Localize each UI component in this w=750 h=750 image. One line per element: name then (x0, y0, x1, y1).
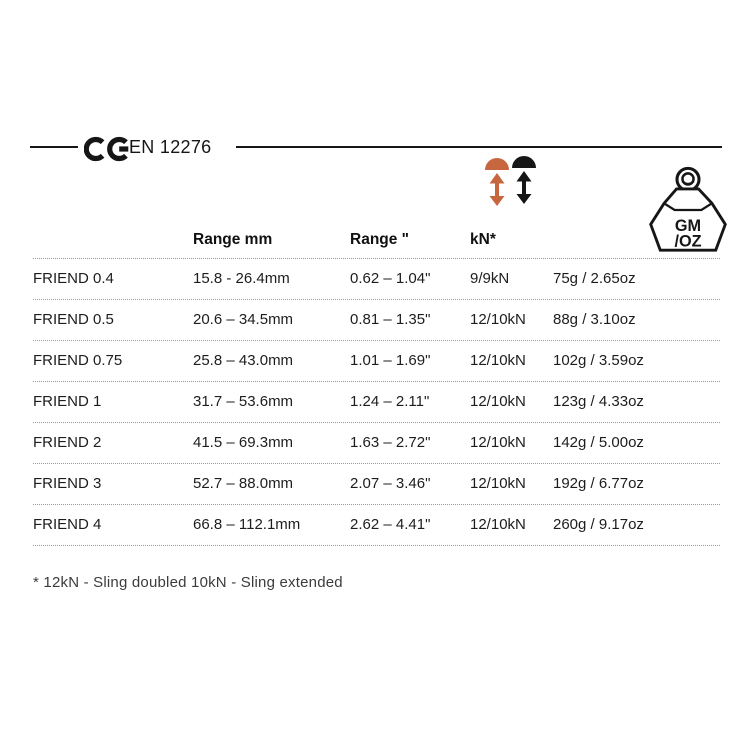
range-arrow-orange-icon (484, 156, 510, 206)
range-arrow-black-icon (511, 154, 537, 204)
standard-label: EN 12276 (129, 137, 212, 157)
cell-range-in: 1.01 – 1.69" (350, 352, 431, 369)
cell-product: FRIEND 2 (33, 434, 102, 451)
cell-weight: 123g / 4.33oz (553, 393, 644, 410)
spec-table (33, 258, 720, 546)
table-row (33, 505, 720, 546)
cell-kn: 12/10kN (470, 475, 526, 492)
header-range-in: Range " (350, 231, 410, 248)
cell-product: FRIEND 1 (33, 393, 102, 410)
header-weight (553, 231, 720, 249)
cell-range-mm: 20.6 – 34.5mm (193, 311, 294, 328)
header-range-mm: Range mm (193, 231, 273, 248)
sling-strength-footnote: * 12kN - Sling doubled 10kN - Sling extended (33, 574, 343, 591)
cell-weight: 192g / 6.77oz (553, 475, 644, 492)
ce-mark-icon (84, 136, 131, 162)
table-row (33, 259, 720, 300)
cell-kn: 9/9kN (470, 270, 510, 287)
table-row (33, 382, 720, 423)
cell-kn: 12/10kN (470, 434, 526, 451)
header-product (33, 231, 193, 249)
cell-range-mm: 31.7 – 53.6mm (193, 393, 294, 410)
cell-product: FRIEND 0.5 (33, 311, 114, 328)
cell-product: FRIEND 3 (33, 475, 102, 492)
cell-weight: 88g / 3.10oz (553, 311, 636, 328)
divider-left (30, 146, 78, 148)
table-header (33, 231, 720, 249)
cell-weight: 260g / 9.17oz (553, 516, 644, 533)
header-kn: kN* (470, 231, 496, 248)
cell-range-mm: 15.8 - 26.4mm (193, 270, 290, 287)
cell-weight: 75g / 2.65oz (553, 270, 636, 287)
cell-kn: 12/10kN (470, 516, 526, 533)
table-row (33, 341, 720, 382)
table-row (33, 464, 720, 505)
cell-range-mm: 25.8 – 43.0mm (193, 352, 294, 369)
cell-weight: 142g / 5.00oz (553, 434, 644, 451)
cell-range-in: 0.62 – 1.04" (350, 270, 431, 287)
cell-kn: 12/10kN (470, 393, 526, 410)
cell-range-in: 0.81 – 1.35" (350, 311, 431, 328)
cell-range-mm: 66.8 – 112.1mm (193, 516, 301, 533)
table-row (33, 300, 720, 341)
cell-range-in: 2.07 – 3.46" (350, 475, 431, 492)
table-row (33, 423, 720, 464)
cell-kn: 12/10kN (470, 352, 526, 369)
weight-icon-label-oz: /OZ (674, 232, 702, 251)
cell-range-mm: 52.7 – 88.0mm (193, 475, 294, 492)
cell-product: FRIEND 0.4 (33, 270, 114, 287)
cell-range-mm: 41.5 – 69.3mm (193, 434, 294, 451)
cell-kn: 12/10kN (470, 311, 526, 328)
divider-right (236, 146, 722, 148)
cell-product: FRIEND 0.75 (33, 352, 123, 369)
cell-range-in: 2.62 – 4.41" (350, 516, 431, 533)
weight-icon-label-gm: GM (674, 217, 702, 236)
cell-range-in: 1.63 – 2.72" (350, 434, 431, 451)
cell-weight: 102g / 3.59oz (553, 352, 644, 369)
cell-product: FRIEND 4 (33, 516, 102, 533)
cell-range-in: 1.24 – 2.11" (350, 393, 430, 410)
